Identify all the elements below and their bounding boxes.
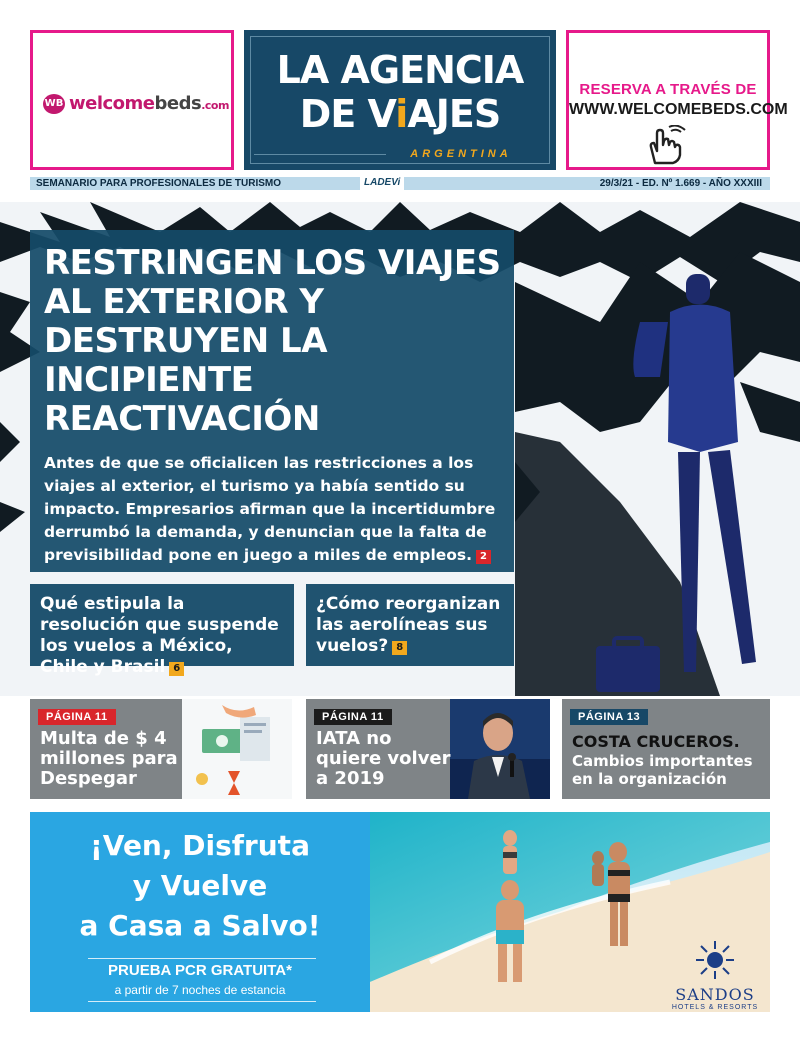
money-illustration [182, 699, 292, 799]
pcr-offer: PRUEBA PCR GRATUITA* [108, 962, 292, 979]
sandos-logo: SANDOS HOTELS & RESORTS [670, 940, 760, 1011]
masthead-title-line1: LA AGENCIA [276, 48, 524, 92]
main-headline-box[interactable] [30, 230, 514, 572]
sandos-ad-text-panel [30, 812, 370, 1012]
page-badge: 8 [392, 641, 407, 655]
masthead-title-line2: DE ViAJES [299, 92, 501, 136]
tagline: SEMANARIO PARA PROFESIONALES DE TURISMO [36, 178, 282, 189]
welcomebeds-ad-left[interactable] [30, 30, 234, 170]
sandos-ad-headline: ¡Ven, Disfruta y Vuelve a Casa a Salvo! [79, 829, 321, 942]
story-subtitle: Cambios importantes en la organización [572, 752, 753, 788]
main-headline: RESTRINGEN LOS VIAJES AL EXTERIOR Y DESTRUYEN LA INCIPIENTE REACTIVACIÓN [44, 243, 501, 439]
story-page-tag: PÁGINA 13 [570, 709, 648, 725]
main-lead: Antes de que se oficialicen las restricciones a los viajes al exterior, el turismo ya había sentido su impacto. Empresarios afirman que la incertidumbre derrumbó la demanda, y denuncian que la falta de previsibilidad pone en juego a miles de empleos. 2 [44, 454, 496, 564]
briefcase-icon [596, 638, 660, 692]
speaker-photo [450, 699, 550, 799]
beach-family-photo [370, 812, 770, 1012]
story-iata[interactable] [306, 699, 550, 799]
nights-condition: a partir de 7 noches de estancia [114, 983, 286, 997]
welcomebeds-ad-right[interactable] [566, 30, 788, 170]
newspaper-masthead [244, 30, 556, 170]
story-page-tag: PÁGINA 11 [38, 709, 116, 725]
story-despegar[interactable] [30, 699, 292, 799]
welcomebeds-logo-icon: WB [43, 94, 65, 114]
ad-website-text: WWW.WELCOMEBEDS.COM [569, 101, 788, 118]
ladevi-logo: LADEVi [360, 177, 404, 190]
masthead-subtitle: ARGENTINA [396, 148, 526, 160]
story-title: COSTA CRUCEROS. [572, 732, 740, 751]
page-badge: 2 [476, 550, 491, 564]
edition-info-bar [30, 177, 770, 190]
story-costa-cruceros[interactable] [562, 699, 770, 799]
ad-reserva-text: RESERVA A TRAVÉS DE [579, 81, 757, 98]
story-title: Multa de $ 4 millones para Despegar [40, 728, 178, 789]
story-title: IATA no quiere volver a 2019 [316, 728, 451, 789]
subheadline-aerolineas[interactable]: ¿Cómo reorganizan las aerolíneas sus vuelos? 8 [306, 584, 514, 666]
sandos-ad[interactable] [30, 812, 770, 1012]
sandos-sun-icon [695, 940, 735, 980]
subheadline-resolucion[interactable]: Qué estipula la resolución que suspende los vuelos a México, Chile y Brasil 6 [30, 584, 294, 666]
welcomebeds-logo: WB welcomebeds.com [44, 93, 229, 114]
edition-date: 29/3/21 - ED. Nº 1.669 - AÑO XXXIII [599, 178, 762, 189]
tap-hand-icon [643, 125, 693, 165]
story-page-tag: PÁGINA 11 [314, 709, 392, 725]
page-badge: 6 [169, 662, 184, 676]
